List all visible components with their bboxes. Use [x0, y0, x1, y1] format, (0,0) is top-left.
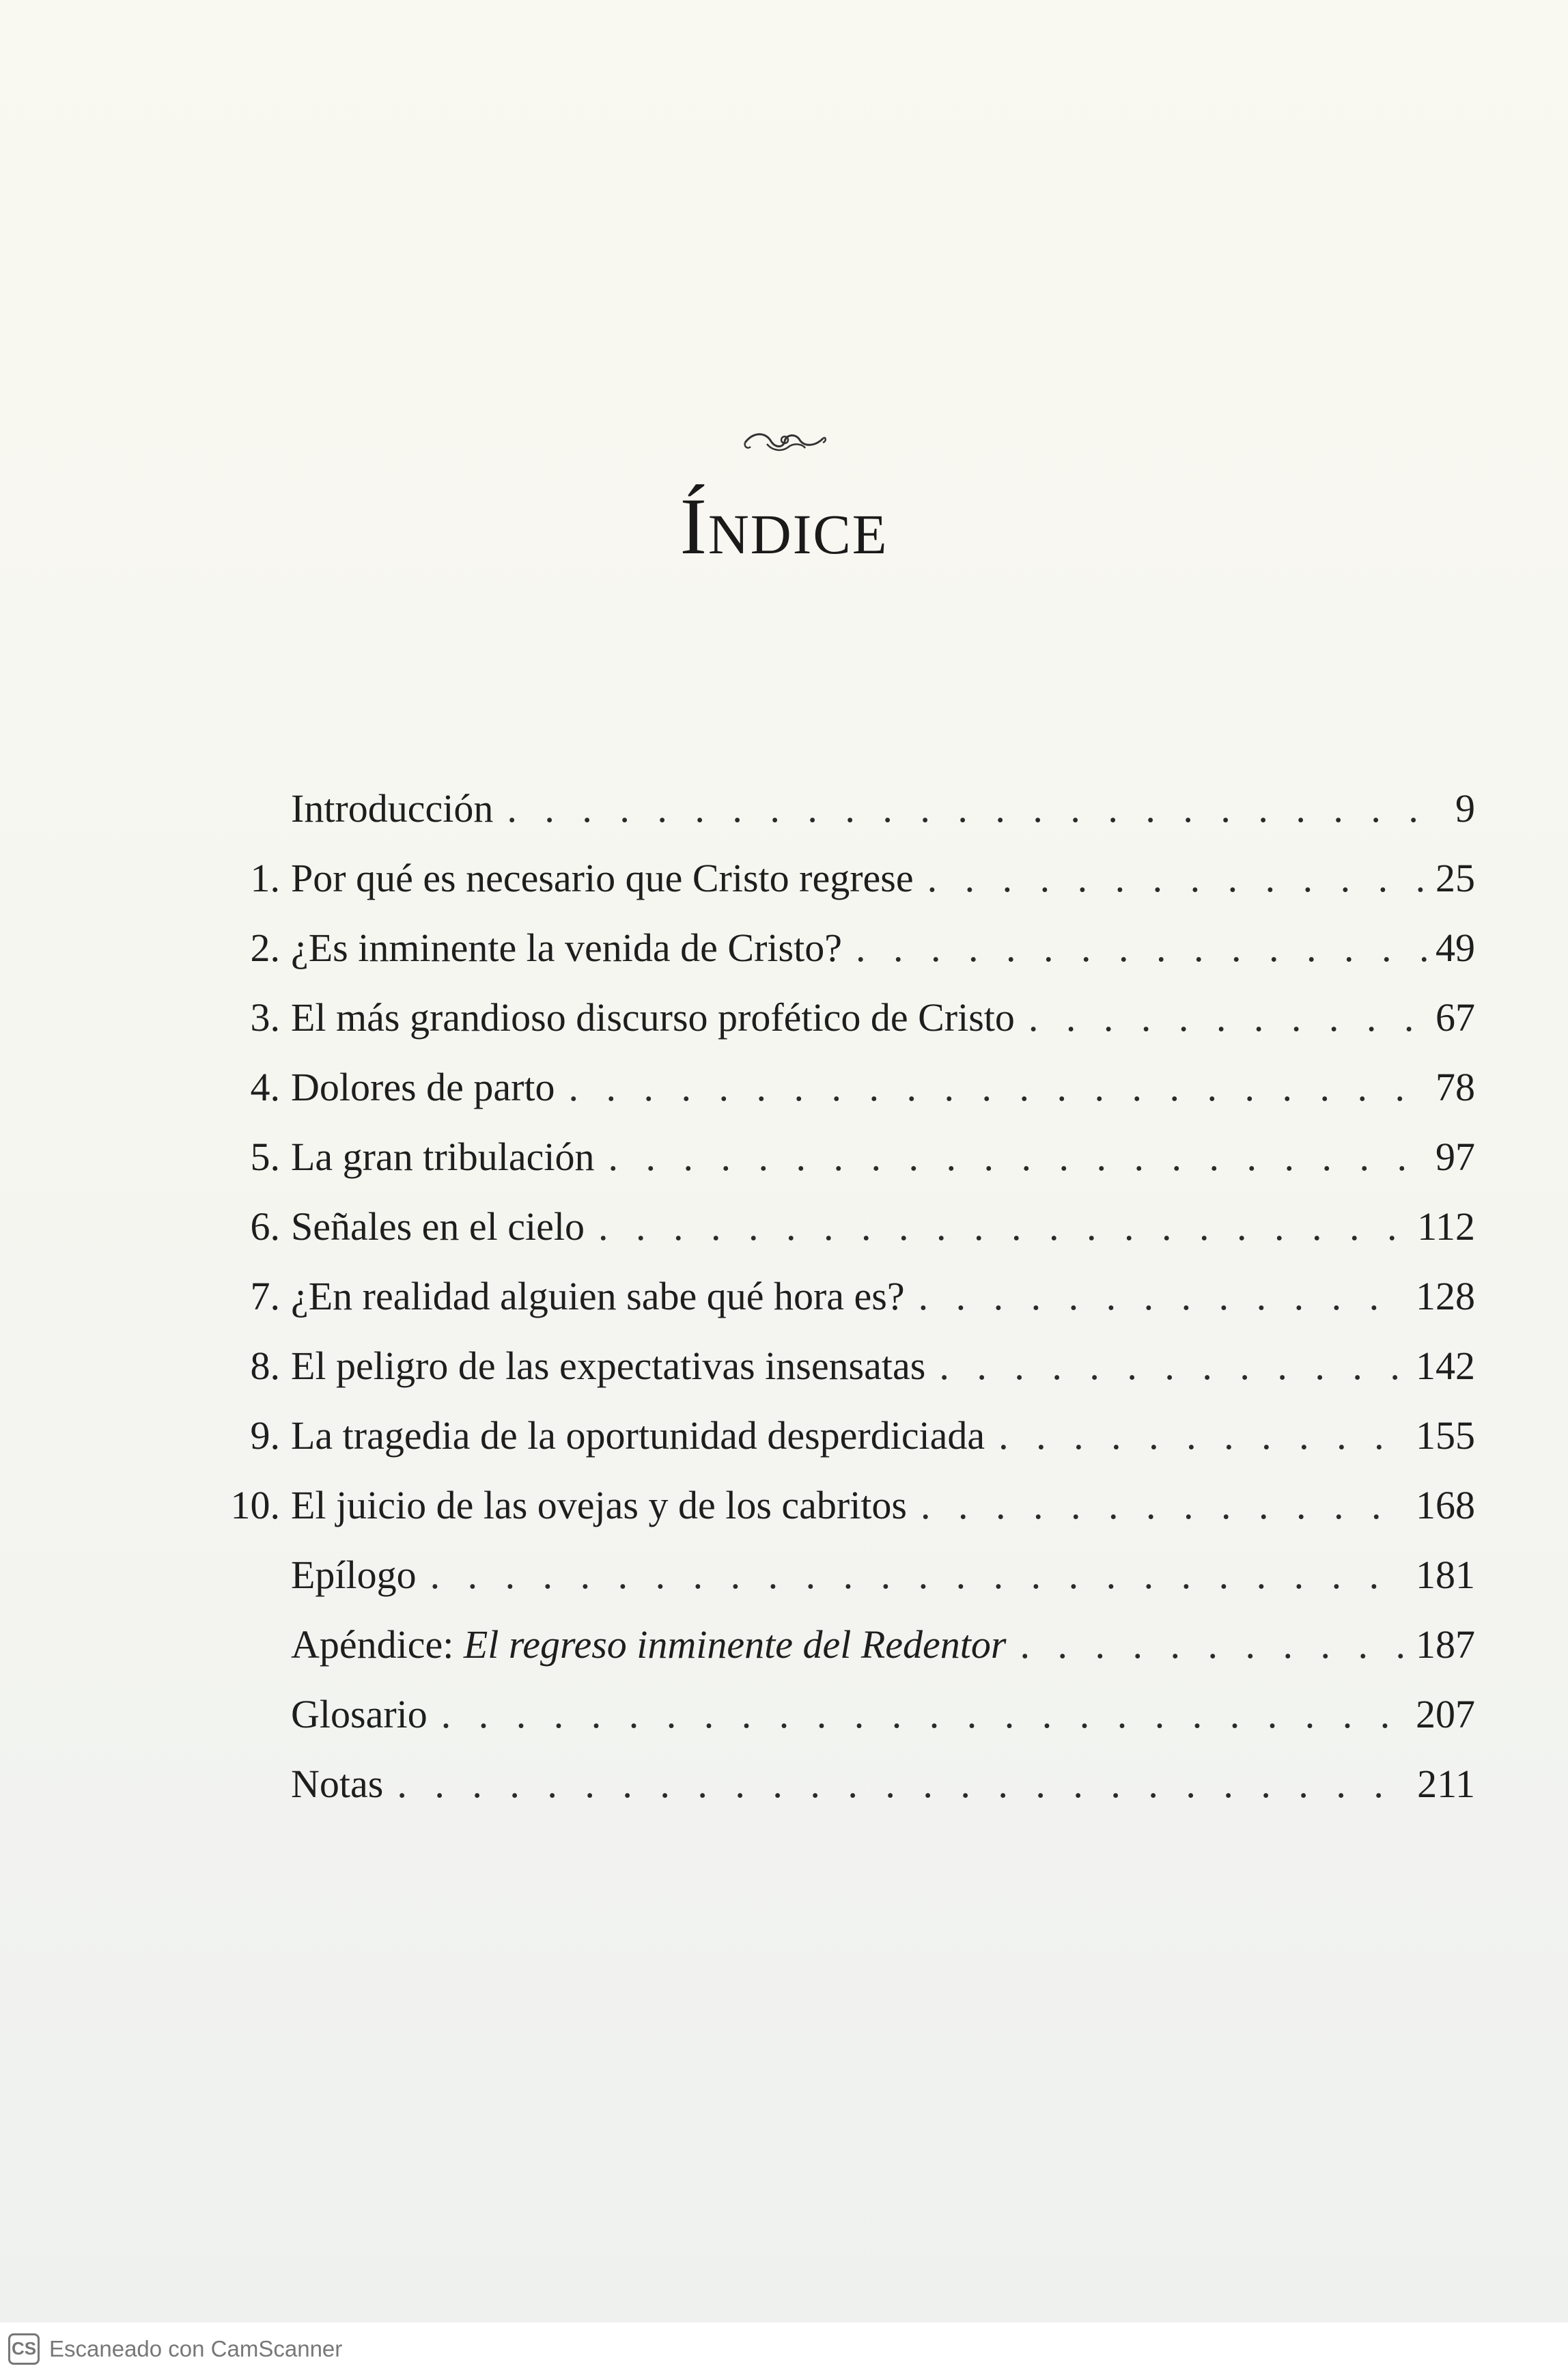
toc-entry: [198, 1204, 1475, 1273]
toc-entry: [198, 1622, 1475, 1691]
chapter-number: 7.: [250, 1274, 280, 1318]
toc-entry: [198, 925, 1475, 995]
toc-entry: [198, 1273, 1475, 1343]
toc-entry: [198, 1064, 1475, 1134]
chapter-title: El más grandioso discurso profético de Cristo: [291, 995, 1015, 1040]
dot-leader: [507, 786, 1447, 831]
dot-leader: [856, 925, 1427, 971]
page-number: 67: [1436, 995, 1475, 1040]
dot-leader: [441, 1691, 1408, 1737]
toc-entry: [198, 1761, 1475, 1831]
appendix-title: El regreso inminente del Redentor: [463, 1622, 1007, 1667]
dot-leader: [921, 1482, 1408, 1528]
chapter-number: 3.: [250, 995, 280, 1040]
toc-entry: [198, 1552, 1475, 1622]
page-number: 128: [1416, 1274, 1475, 1318]
toc-entry: [198, 1413, 1475, 1482]
dot-leader: [397, 1761, 1409, 1807]
watermark-text: Escaneado con CamScanner: [49, 2335, 343, 2361]
chapter-title: El peligro de las expectativas insensatas: [291, 1344, 926, 1388]
chapter-title: Notas: [291, 1762, 384, 1806]
page-number: 155: [1416, 1413, 1475, 1458]
toc-entry: [198, 1482, 1475, 1552]
dot-leader: [998, 1413, 1408, 1458]
chapter-title: [291, 1622, 1006, 1667]
toc-entry: [198, 786, 1475, 855]
page-number: 187: [1416, 1622, 1475, 1667]
page-number: 97: [1436, 1135, 1475, 1179]
chapter-title: Por qué es necesario que Cristo regrese: [291, 856, 914, 900]
toc-entry: [198, 1134, 1475, 1204]
chapter-title: ¿En realidad alguien sabe qué hora es?: [291, 1274, 905, 1318]
chapter-number: 9.: [250, 1413, 280, 1458]
chapter-title: Glosario: [291, 1692, 428, 1736]
chapter-number: 2.: [250, 926, 280, 970]
chapter-title: La tragedia de la oportunidad desperdiciada: [291, 1413, 985, 1458]
chapter-title: Dolores de parto: [291, 1065, 555, 1109]
page-number: 211: [1417, 1762, 1475, 1806]
chapter-title: ¿Es inminente la venida de Cristo?: [291, 926, 842, 970]
camscanner-logo-icon: CS: [8, 2333, 40, 2365]
dot-leader: [569, 1064, 1427, 1110]
page-number: 168: [1416, 1483, 1475, 1527]
page-title: Índice: [680, 482, 888, 571]
chapter-number: 8.: [250, 1344, 280, 1388]
page-number: 112: [1417, 1204, 1475, 1249]
chapter-title: La gran tribulación: [291, 1135, 595, 1179]
chapter-title: El juicio de las ovejas y de los cabritos: [291, 1483, 908, 1527]
chapter-title: Señales en el cielo: [291, 1204, 585, 1249]
page-number: 181: [1416, 1553, 1475, 1597]
chapter-title: Epílogo: [291, 1553, 417, 1597]
page-number: 9: [1455, 786, 1475, 831]
appendix-prefix: Apéndice:: [291, 1622, 464, 1667]
page-number: 78: [1436, 1065, 1475, 1109]
dot-leader: [1028, 995, 1427, 1040]
chapter-number: 10.: [230, 1483, 280, 1527]
page-number: 207: [1416, 1692, 1475, 1736]
scanner-watermark: [0, 2322, 1568, 2375]
page-number: 49: [1436, 926, 1475, 970]
dot-leader: [598, 1204, 1409, 1249]
page-number: 142: [1416, 1344, 1475, 1388]
dot-leader: [608, 1134, 1428, 1180]
flourish-ornament-icon: [740, 423, 828, 458]
toc-entry: [198, 855, 1475, 925]
chapter-number: 1.: [250, 856, 280, 900]
chapter-number: 5.: [250, 1135, 280, 1179]
chapter-number: 4.: [250, 1065, 280, 1109]
chapter-title: Introducción: [291, 786, 494, 831]
dot-leader: [927, 855, 1427, 901]
dot-leader: [430, 1552, 1408, 1598]
dot-leader: [919, 1273, 1408, 1319]
toc-entry: [198, 1691, 1475, 1761]
toc-entry: [198, 1343, 1475, 1413]
dot-leader: [1020, 1622, 1408, 1667]
dot-leader: [939, 1343, 1408, 1389]
table-of-contents: [198, 786, 1475, 1831]
toc-entry: [198, 995, 1475, 1064]
chapter-number: 6.: [250, 1204, 280, 1249]
page-number: 25: [1436, 856, 1475, 900]
